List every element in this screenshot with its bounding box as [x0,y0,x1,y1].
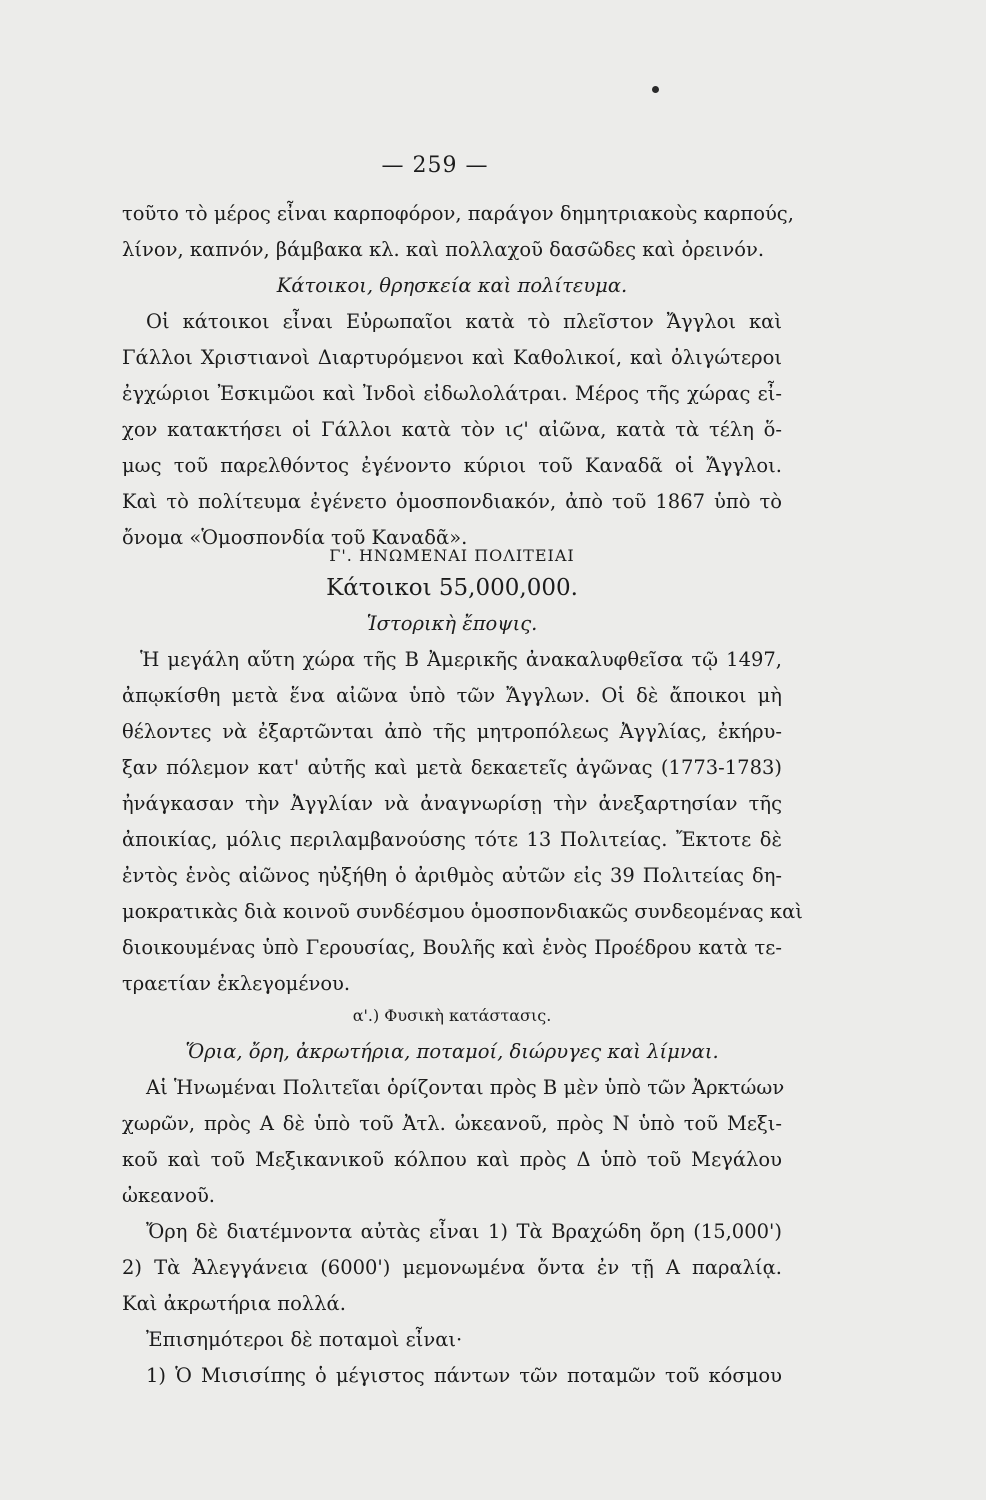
ink-spot [652,86,659,93]
text-line: Γάλλοι Χριστιανοὶ Διαρτυρόμενοι καὶ Καθολικοί, καὶ ὀλιγώτεροι [122,346,782,369]
text-line: Καὶ ἀκρωτήρια πολλά. [122,1292,346,1315]
text-line: κοῦ καὶ τοῦ Μεξικανικοῦ κόλπου καὶ πρὸς Δ ὑπὸ τοῦ Μεγάλου [122,1148,782,1171]
text-line: ἐντὸς ἑνὸς αἰῶνος ηὐξήθη ὁ ἀριθμὸς αὐτῶν εἰς 39 Πολιτείας δη- [122,864,782,887]
text-line: Καὶ τὸ πολίτευμα ἐγένετο ὁμοσπονδιακόν, ἀπὸ τοῦ 1867 ὑπὸ τὸ [122,490,782,513]
text-line: ἀποικίας, μόλις περιλαμβανούσης τότε 13 Πολιτείας. Ἔκτοτε δὲ [122,828,782,851]
text-line: διοικουμένας ὑπὸ Γερουσίας, Βουλῆς καὶ ἑνὸς Προέδρου κατὰ τε- [122,936,782,959]
text-line: τραετίαν ἐκλεγομένου. [122,972,351,995]
population-line: Κάτοικοι 55,000,000. [326,575,578,601]
text-line: ξαν πόλεμον κατ' αὐτῆς καὶ μετὰ δεκαετεῖς ἀγῶνας (1773-1783) [122,756,782,779]
text-line: ὄνομα «Ὁμοσπονδία τοῦ Καναδᾶ». [122,526,468,549]
page-number: — 259 — [381,153,489,178]
subsection-heading: α'.) Φυσικὴ κατάστασις. [352,1006,552,1025]
text-line: ἀπῳκίσθη μετὰ ἕνα αἰῶνα ὑπὸ τῶν Ἄγγλων. Οἱ δὲ ἄποικοι μὴ [122,684,782,707]
text-line: Ἐπισημότεροι δὲ ποταμοὶ εἶναι· [146,1328,463,1351]
section-heading: Κάτοικοι, θρησκεία καὶ πολίτευμα. [276,274,628,297]
section-heading: Ὅρια, ὄρη, ἀκρωτήρια, ποταμοί, διώρυγες καὶ λίμναι. [185,1040,719,1063]
text-line: θέλοντες νὰ ἐξαρτῶνται ἀπὸ τῆς μητροπόλεως Ἀγγλίας, ἐκήρυ- [122,720,782,743]
text-line: Αἱ Ἡνωμέναι Πολιτεῖαι ὁρίζονται πρὸς Β μὲν ὑπὸ τῶν Ἀρκτώων [146,1076,785,1099]
text-line: ὠκεανοῦ. [122,1184,216,1207]
text-line: τοῦτο τὸ μέρος εἶναι καρποφόρον, παράγον δημητριακοὺς καρπούς, [122,202,794,225]
text-line: ἐγχώριοι Ἐσκιμῶοι καὶ Ἰνδοὶ εἰδωλολάτραι. Μέρος τῆς χώρας εἶ- [122,382,782,405]
section-heading: Ἱστορικὴ ἔποψις. [366,612,538,635]
text-line: χον κατακτήσει οἱ Γάλλοι κατὰ τὸν ιϛ' αἰῶνα, κατὰ τὰ τέλη ὅ- [122,418,782,441]
text-line: 2) Τὰ Ἀλεγγάνεια (6000') μεμονωμένα ὄντα ἐν τῇ Α παραλίᾳ. [122,1256,782,1279]
text-line: Οἱ κάτοικοι εἶναι Εὐρωπαῖοι κατὰ τὸ πλεῖστον Ἄγγλοι καὶ [146,310,782,333]
text-line: ἠνάγκασαν τὴν Ἀγγλίαν νὰ ἀναγνωρίσῃ τὴν ἀνεξαρτησίαν τῆς [122,792,782,815]
chapter-heading: Γ'. ΗΝΩΜΕΝΑΙ ΠΟΛΙΤΕΙΑΙ [329,546,575,565]
text-line: λίνον, καπνόν, βάμβακα κλ. καὶ πολλαχοῦ δασῶδες καὶ ὀρεινόν. [122,238,765,261]
text-line: Ὄρη δὲ διατέμνοντα αὐτὰς εἶναι 1) Τὰ Βραχώδη ὄρη (15,000') [146,1220,782,1243]
text-line: μως τοῦ παρελθόντος ἐγένοντο κύριοι τοῦ Καναδᾶ οἱ Ἄγγλοι. [122,454,782,477]
text-line: μοκρατικὰς διὰ κοινοῦ συνδέσμου ὁμοσπονδιακῶς συνδεομένας καὶ [122,900,803,923]
text-line: χωρῶν, πρὸς Α δὲ ὑπὸ τοῦ Ἀτλ. ὠκεανοῦ, πρὸς Ν ὑπὸ τοῦ Μεξι- [122,1112,782,1135]
text-line: Ἡ μεγάλη αὕτη χώρα τῆς Β Ἀμερικῆς ἀνακαλυφθεῖσα τῷ 1497, [140,648,782,671]
text-line: 1) Ὁ Μισισίπης ὁ μέγιστος πάντων τῶν ποταμῶν τοῦ κόσμου [146,1364,782,1387]
